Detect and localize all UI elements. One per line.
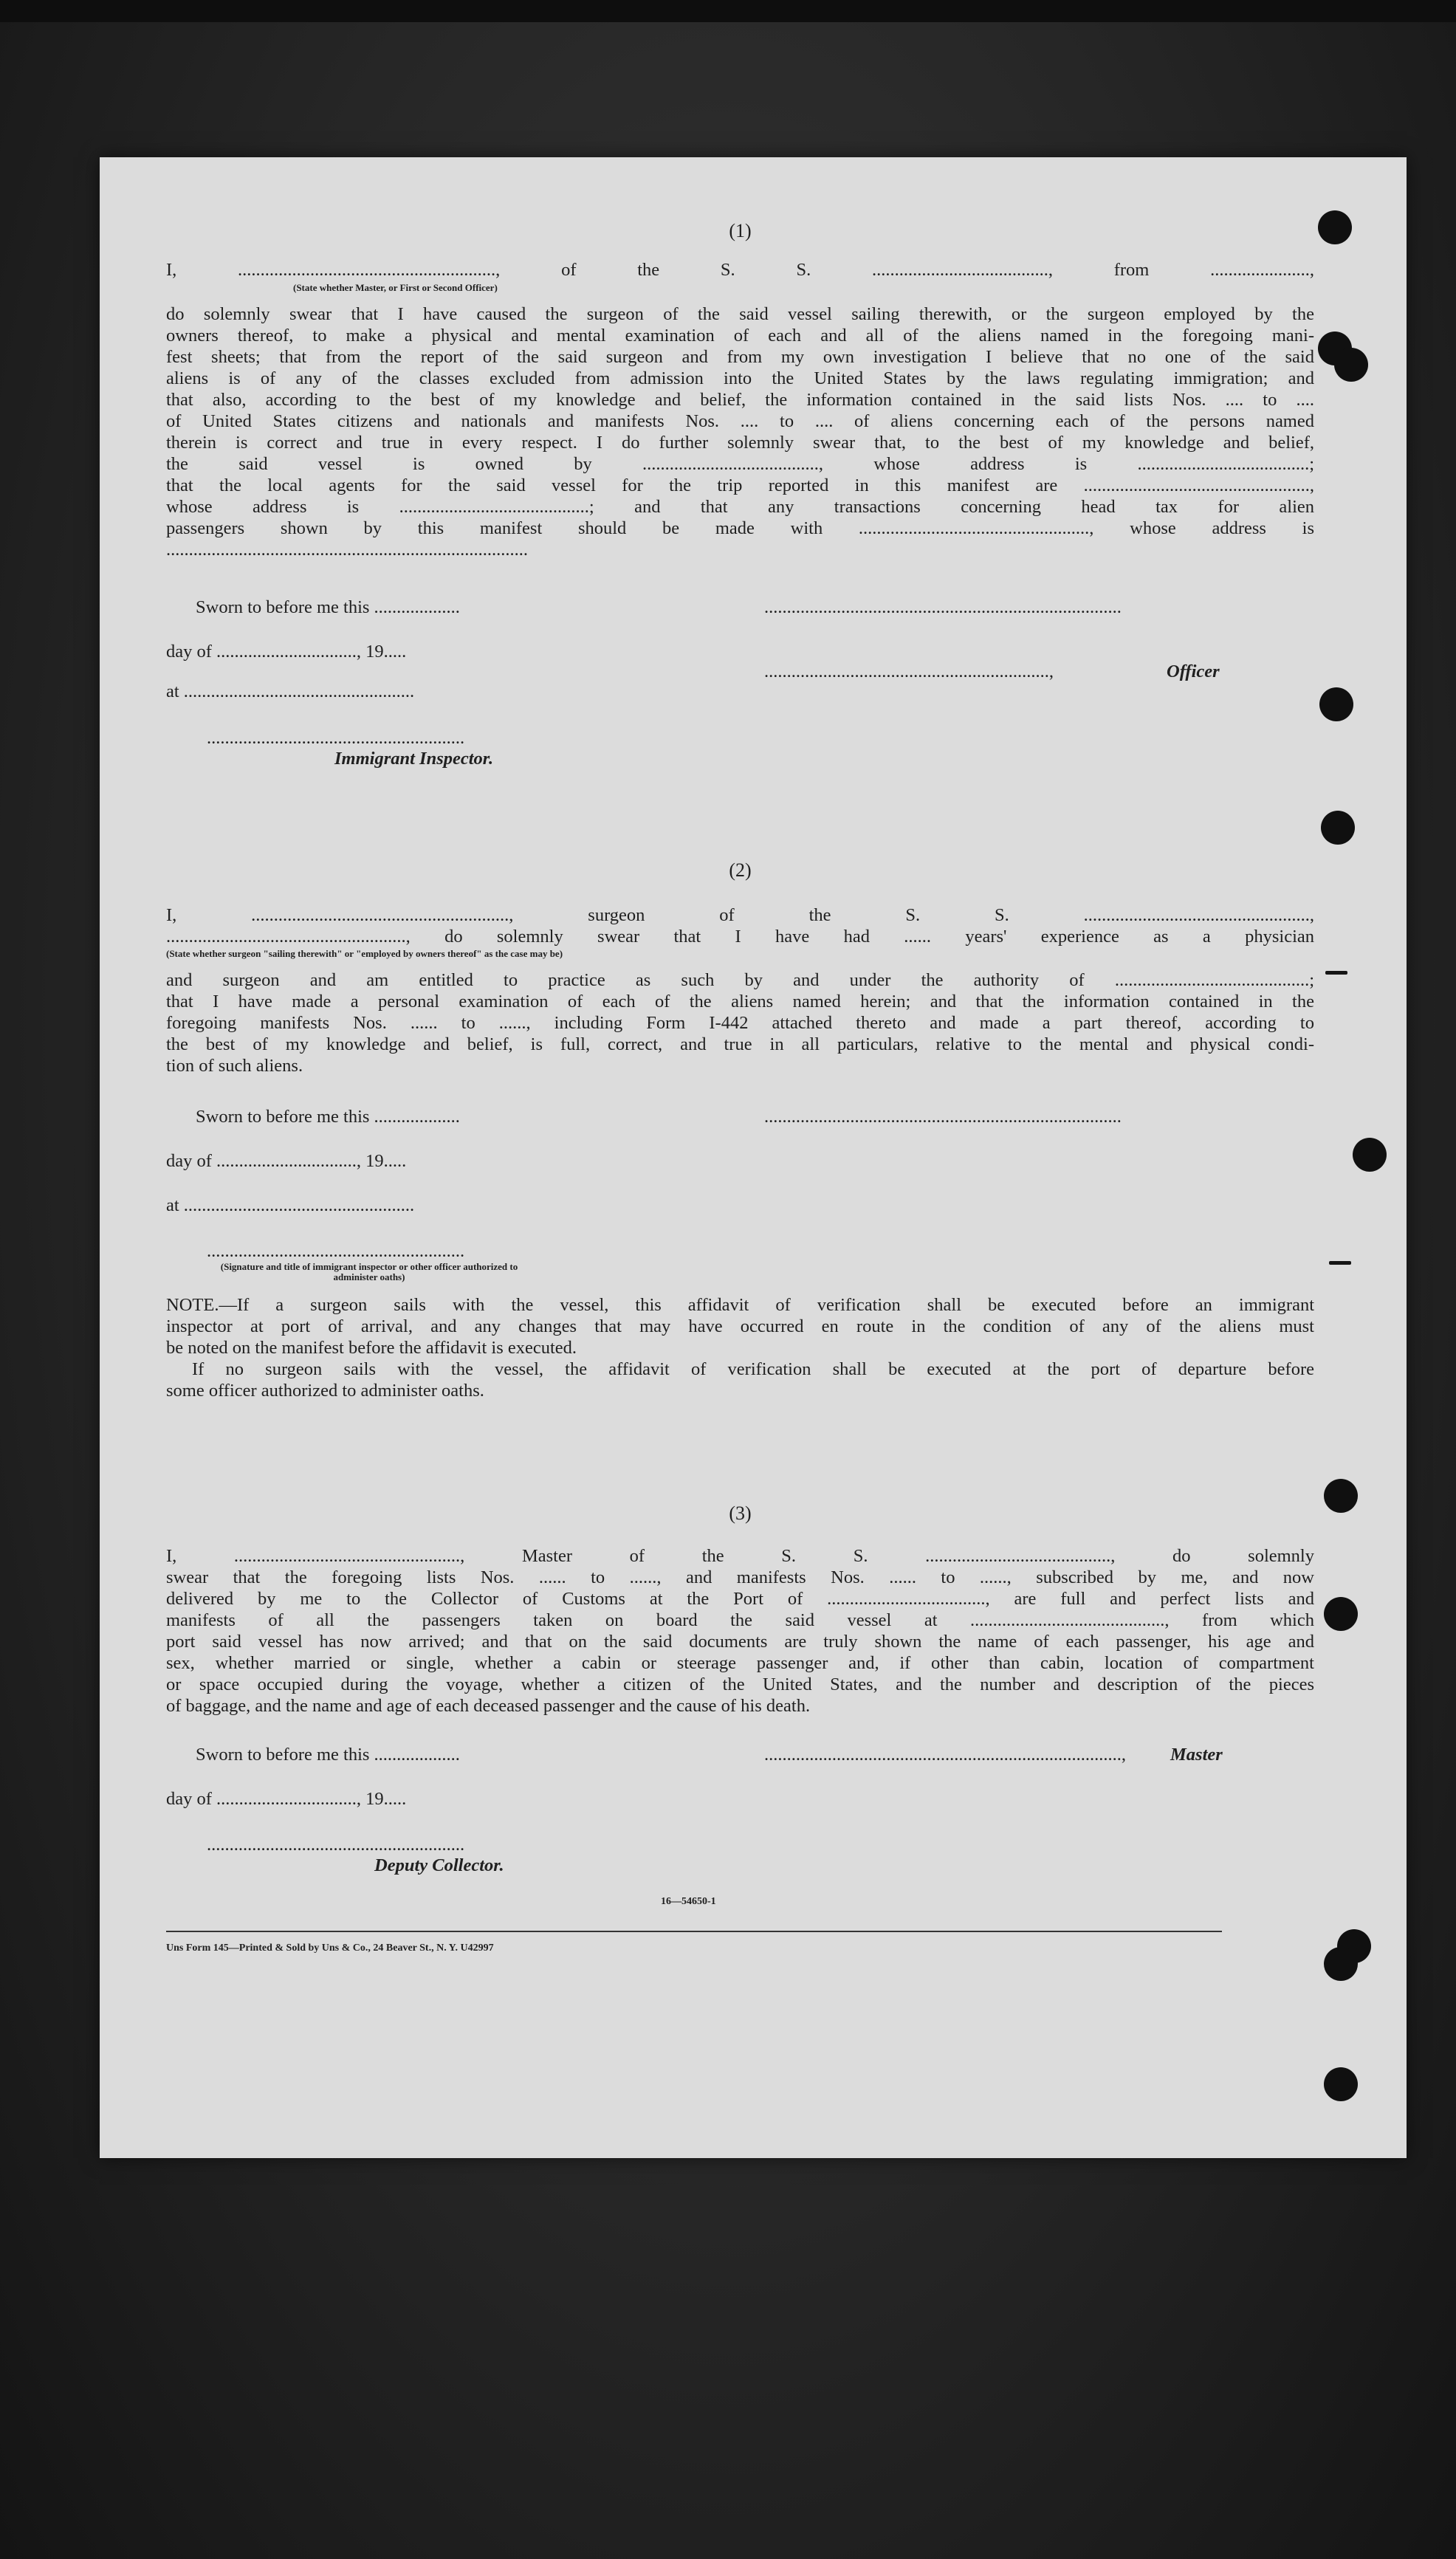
punch-hole: [1324, 1479, 1358, 1513]
section-3-line: I, .................................................., Master of the S. S. ........................................., do solemnly: [166, 1546, 1314, 1566]
section-2-line: tion of such aliens.: [166, 1056, 303, 1076]
punch-hole: [1324, 1947, 1358, 1981]
section-3-line: of baggage, and the name and age of each deceased passenger and the cause of his death.: [166, 1696, 811, 1716]
section-1-line: fest sheets; that from the report of the said surgeon and from my own investigation I believe that no one of the said: [166, 347, 1314, 367]
section-2-line: foregoing manifests Nos. ...... to ......, including Form I-442 attached thereto and made a part thereof, according to: [166, 1013, 1314, 1033]
section-1-officer-label: Officer: [1167, 662, 1220, 681]
punch-hole: [1318, 210, 1352, 244]
footer-rule: [166, 1931, 1222, 1932]
film-mark: [1329, 1261, 1351, 1265]
section-3-collector-label: Deputy Collector.: [374, 1855, 504, 1875]
section-1-inspector-label: Immigrant Inspector.: [334, 749, 494, 769]
section-1-inspector-line: .........................................................: [207, 728, 465, 748]
section-2-note-line: If no surgeon sails with the vessel, the affidavit of verification shall be executed at the port of departure before: [192, 1359, 1314, 1379]
section-2-line: that I have made a personal examination of each of the aliens named herein; and that the information contained in the: [166, 992, 1314, 1011]
section-2-sworn: Sworn to before me this ...................: [196, 1107, 460, 1127]
punch-hole: [1319, 687, 1353, 721]
section-3-line: delivered by me to the Collector of Customs at the Port of ..................................., are full and perfect lists and: [166, 1589, 1314, 1609]
section-2-note-line: NOTE.—If a surgeon sails with the vessel, this affidavit of verification shall be executed before an immigrant: [166, 1295, 1314, 1315]
section-1-line: owners thereof, to make a physical and mental examination of each and all of the aliens named in the foregoing mani-: [166, 326, 1314, 346]
section-1-line: aliens is of any of the classes excluded from admission into the United States by the laws regulating immigration; and: [166, 368, 1314, 388]
section-2-signature-line: .........................................................: [207, 1241, 465, 1261]
section-3-line: port said vessel has now arrived; and that on the said documents are truly shown the name of each passenger, his age and: [166, 1632, 1314, 1652]
section-3-line: or space occupied during the voyage, whether a citizen of the United States, and the number and description of the pieces: [166, 1674, 1314, 1694]
section-2-line: and surgeon and am entitled to practice as such by and under the authority of ...........................................;: [166, 970, 1314, 990]
section-3-day: day of ..............................., 19.....: [166, 1789, 407, 1809]
section-1-line: that also, according to the best of my knowledge and belief, the information contained in the said lists Nos. .... to ....: [166, 390, 1314, 410]
section-2-line: the best of my knowledge and belief, is full, correct, and true in all particulars, relative to the mental and physical condi-: [166, 1034, 1314, 1054]
punch-hole: [1324, 1597, 1358, 1631]
section-1-sworn: Sworn to before me this ...................: [196, 597, 460, 617]
section-2-day: day of ..............................., 19.....: [166, 1151, 407, 1171]
section-2-at: at ...................................................: [166, 1195, 415, 1215]
section-2-signature-note: (Signature and title of immigrant inspector or other officer authorized to administer oaths): [220, 1261, 518, 1282]
section-1-line: whose address is ..........................................; and that any transactions concerning head tax for alien: [166, 497, 1314, 517]
section-1-officer-line: ...............................................................,: [764, 662, 1054, 681]
section-2-line-2: ....................................................., do solemnly swear that I have had ...... years' experience as a physician: [166, 927, 1314, 947]
form-code: 16—54650-1: [661, 1896, 716, 1907]
section-1-line: that the local agents for the said vessel for the trip reported in this manifest are ..................................................,: [166, 475, 1314, 495]
section-2-line-1: I, ........................................................., surgeon of the S. S. ..................................................,: [166, 905, 1314, 925]
section-1-at: at ...................................................: [166, 681, 415, 701]
form-text-area: [166, 157, 1314, 2158]
section-1-day: day of ..............................., 19.....: [166, 642, 407, 662]
punch-hole: [1334, 348, 1368, 382]
section-1-opening-line: I, ........................................................., of the S. S. ......................................., from ......................,: [166, 260, 1314, 280]
manifest-page: [100, 157, 1407, 2158]
section-1-line: therein is correct and true in every respect. I do further solemnly swear that, to the best of my knowledge and belief,: [166, 433, 1314, 453]
film-mark: [1325, 971, 1347, 975]
section-2-note-line: some officer authorized to administer oaths.: [166, 1381, 484, 1401]
section-1-line: ................................................................................: [166, 540, 528, 560]
section-3-collector-line: .........................................................: [207, 1835, 465, 1855]
section-2-surgeon-signature-line: ...............................................................................: [764, 1107, 1122, 1127]
section-3-line: swear that the foregoing lists Nos. ...... to ......, and manifests Nos. ...... to ......, subscribed by me, and now: [166, 1567, 1314, 1587]
section-3-master-line: ...............................................................................,: [764, 1745, 1126, 1765]
section-1-number: (1): [729, 220, 752, 241]
section-2-number: (2): [729, 859, 752, 881]
section-1-line: of United States citizens and nationals and manifests Nos. .... to .... of aliens concerning each of the persons named: [166, 411, 1314, 431]
section-2-surgeon-note: (State whether surgeon "sailing therewith" or "employed by owners thereof" as the case may be): [166, 948, 563, 959]
section-3-master-label: Master: [1170, 1745, 1223, 1765]
film-edge: [0, 0, 1456, 22]
section-3-line: manifests of all the passengers taken on board the said vessel at ..........................................., from which: [166, 1610, 1314, 1630]
section-1-line: the said vessel is owned by ......................................., whose address is ......................................;: [166, 454, 1314, 474]
section-3-line: sex, whether married or single, whether a cabin or steerage passenger and, if other than cabin, location of compartment: [166, 1653, 1314, 1673]
section-2-note-line: be noted on the manifest before the affidavit is executed.: [166, 1338, 577, 1358]
section-1-line: do solemnly swear that I have caused the surgeon of the said vessel sailing therewith, or the surgeon employed by the: [166, 304, 1314, 324]
section-2-note-line: inspector at port of arrival, and any changes that may have occurred en route in the condition of any of the aliens must: [166, 1316, 1314, 1336]
punch-hole: [1324, 2067, 1358, 2101]
section-3-number: (3): [729, 1502, 752, 1524]
section-1-line: passengers shown by this manifest should be made with ..................................................., whose address is: [166, 518, 1314, 538]
printer-footer: Uns Form 145—Printed & Sold by Uns & Co., 24 Beaver St., N. Y. U42997: [166, 1943, 494, 1954]
section-3-sworn: Sworn to before me this ...................: [196, 1745, 460, 1765]
section-1-officer-signature-line: ...............................................................................: [764, 597, 1122, 617]
section-1-role-note: (State whether Master, or First or Second Officer): [293, 282, 498, 293]
punch-hole: [1353, 1138, 1387, 1172]
punch-hole: [1321, 811, 1355, 845]
